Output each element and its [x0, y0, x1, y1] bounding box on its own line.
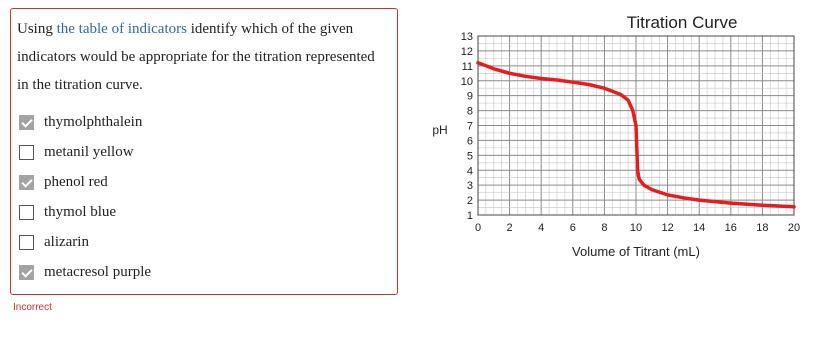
- y-tick-label: 2: [466, 195, 473, 208]
- y-tick-label: 9: [466, 90, 473, 103]
- option-label: metacresol purple: [44, 263, 152, 280]
- y-tick-label: 5: [466, 150, 473, 163]
- x-tick-label: 0: [474, 222, 482, 234]
- x-tick-label: 16: [724, 222, 737, 234]
- checkbox[interactable]: [19, 115, 34, 130]
- option-phenol-red[interactable]: [19, 167, 151, 197]
- x-tick-label: 18: [756, 222, 769, 234]
- x-tick-label: 6: [569, 222, 576, 234]
- option-label: alizarin: [44, 233, 89, 250]
- option-metanil-yellow[interactable]: [19, 137, 151, 167]
- chart-title: Titration Curve: [626, 13, 738, 32]
- x-tick-labels: [475, 222, 800, 234]
- option-metacresol-purple[interactable]: [19, 257, 151, 287]
- y-tick-label: 4: [466, 165, 473, 178]
- indicators-table-link[interactable]: the table of indicators: [56, 21, 187, 37]
- option-label: metanil yellow: [44, 143, 134, 160]
- checkbox[interactable]: [19, 235, 34, 250]
- x-axis-label: Volume of Titrant (mL): [572, 244, 700, 259]
- y-tick-labels: [461, 31, 473, 222]
- option-alizarin[interactable]: [19, 227, 151, 257]
- prompt-text-start: Using: [17, 21, 53, 37]
- x-tick-label: 20: [787, 222, 801, 234]
- y-tick-label: 10: [460, 75, 473, 88]
- y-axis-label: pH: [432, 123, 448, 137]
- x-tick-label: 4: [538, 222, 545, 234]
- question-prompt: [17, 15, 387, 99]
- checkbox[interactable]: [19, 265, 34, 280]
- answer-options: [19, 107, 151, 287]
- option-thymolphthalein[interactable]: [19, 107, 151, 137]
- x-tick-label: 14: [693, 222, 706, 234]
- option-label: phenol red: [44, 173, 108, 190]
- prompt-text-end: identify which of the given indicators would be appropriate for the titration represented in the titration curve.: [17, 21, 375, 93]
- checkbox[interactable]: [19, 145, 34, 160]
- y-tick-label: 8: [466, 105, 473, 118]
- y-tick-label: 11: [461, 60, 473, 73]
- x-tick-label: 2: [506, 222, 513, 234]
- y-tick-label: 7: [466, 120, 473, 133]
- x-tick-label: 10: [629, 222, 643, 234]
- option-thymol-blue[interactable]: [19, 197, 151, 227]
- checkbox[interactable]: [19, 175, 34, 190]
- x-tick-label: 12: [661, 222, 674, 234]
- titration-chart: [420, 0, 820, 270]
- option-label: thymolphthalein: [44, 113, 143, 130]
- y-tick-label: 6: [466, 135, 473, 148]
- question-panel: [10, 8, 398, 295]
- option-label: thymol blue: [44, 203, 117, 220]
- y-tick-label: 12: [460, 45, 473, 58]
- x-tick-label: 8: [601, 222, 608, 234]
- y-tick-label: 13: [460, 31, 473, 43]
- checkbox[interactable]: [19, 205, 34, 220]
- y-tick-label: 3: [466, 180, 473, 193]
- feedback-message: Incorrect: [13, 302, 52, 313]
- y-tick-label: 1: [466, 210, 473, 222]
